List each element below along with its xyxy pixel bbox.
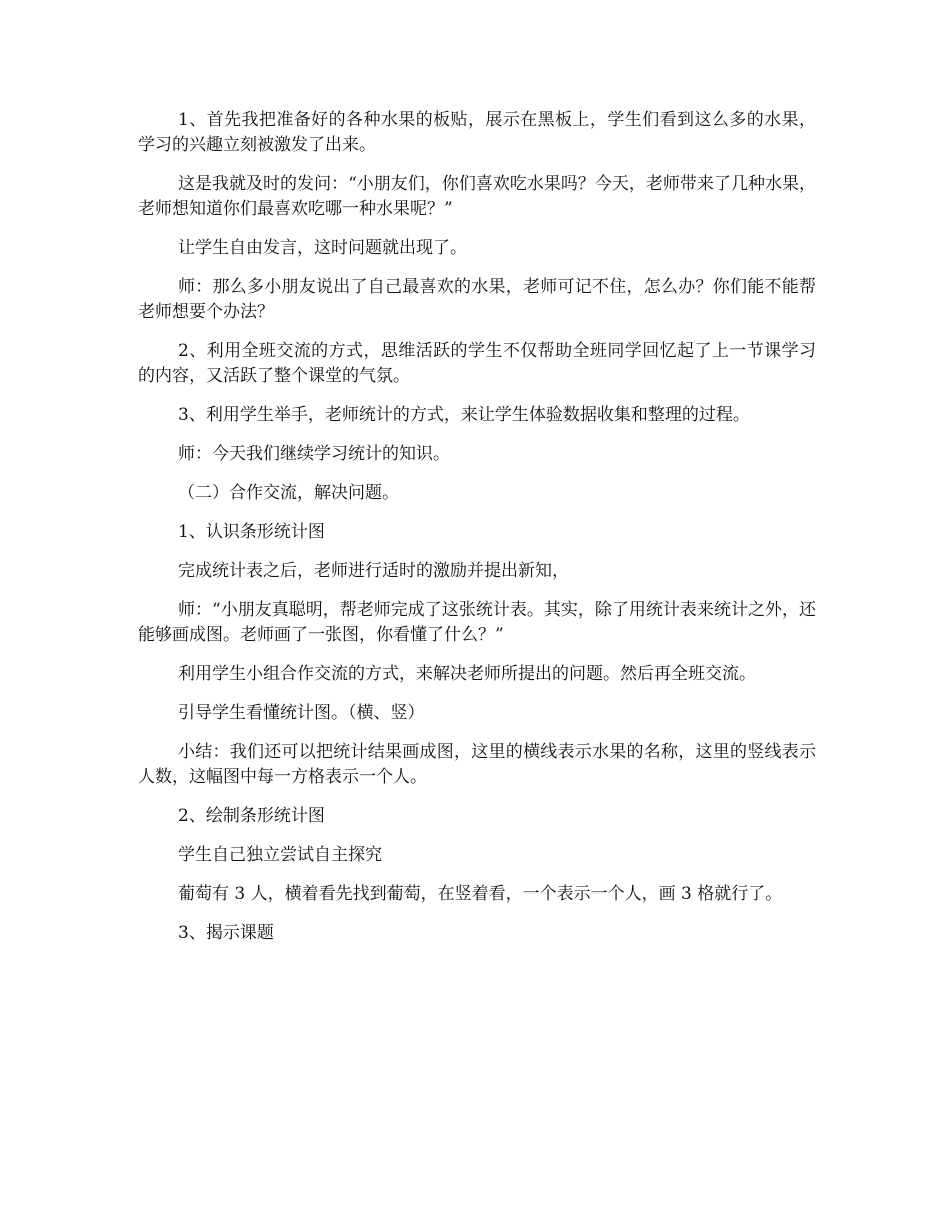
paragraph-11: 师：“小朋友真聪明，帮老师完成了这张统计表。其实，除了用统计表来统计之外，还能够画成图。老师画了一张图，你看懂了什么？” <box>138 600 816 645</box>
paragraph-10: 完成统计表之后，老师进行适时的激励并提出新知， <box>178 561 569 581</box>
paragraph-17: 葡萄有 3 人，横着看先找到葡萄，在竖着看，一个表示一个人，画 3 格就行了。 <box>178 884 783 904</box>
section-heading-cooperation: （二）合作交流，解决问题。 <box>178 483 399 503</box>
paragraph-7: 师：今天我们继续学习统计的知识。 <box>178 444 450 464</box>
paragraph-4: 师：那么多小朋友说出了自己最喜欢的水果，老师可记不住，怎么办？你们能不能帮老师想要个办法？ <box>138 277 816 322</box>
document-body <box>138 108 816 960</box>
paragraph-12: 利用学生小组合作交流的方式，来解决老师所提出的问题。然后再全班交流。 <box>178 664 756 684</box>
paragraph-2: 这是我就及时的发问：“小朋友们，你们喜欢吃水果吗？今天，老师带来了几种水果，老师想知道你们最喜欢吃哪一种水果呢？” <box>138 174 816 219</box>
subheading-draw-bar-chart: 2、绘制条形统计图 <box>178 806 325 826</box>
paragraph-16: 学生自己独立尝试自主探究 <box>178 845 382 865</box>
subheading-reveal-topic: 3、揭示课题 <box>178 923 274 943</box>
paragraph-3: 让学生自由发言，这时问题就出现了。 <box>178 238 467 258</box>
paragraph-summary: 小结：我们还可以把统计结果画成图，这里的横线表示水果的名称，这里的竖线表示人数，这幅图中每一方格表示一个人。 <box>138 742 816 787</box>
paragraph-1: 1、首先我把准备好的各种水果的板贴，展示在黑板上，学生们看到这么多的水果，学习的兴趣立刻被激发了出来。 <box>138 110 816 155</box>
paragraph-6: 3、利用学生举手，老师统计的方式，来让学生体验数据收集和整理的过程。 <box>178 405 750 425</box>
subheading-recognize-bar-chart: 1、认识条形统计图 <box>178 522 325 542</box>
paragraph-5: 2、利用全班交流的方式，思维活跃的学生不仅帮助全班同学回忆起了上一节课学习的内容，又活跃了整个课堂的气氛。 <box>138 341 816 386</box>
paragraph-13: 引导学生看懂统计图。（横、竖） <box>178 703 425 723</box>
